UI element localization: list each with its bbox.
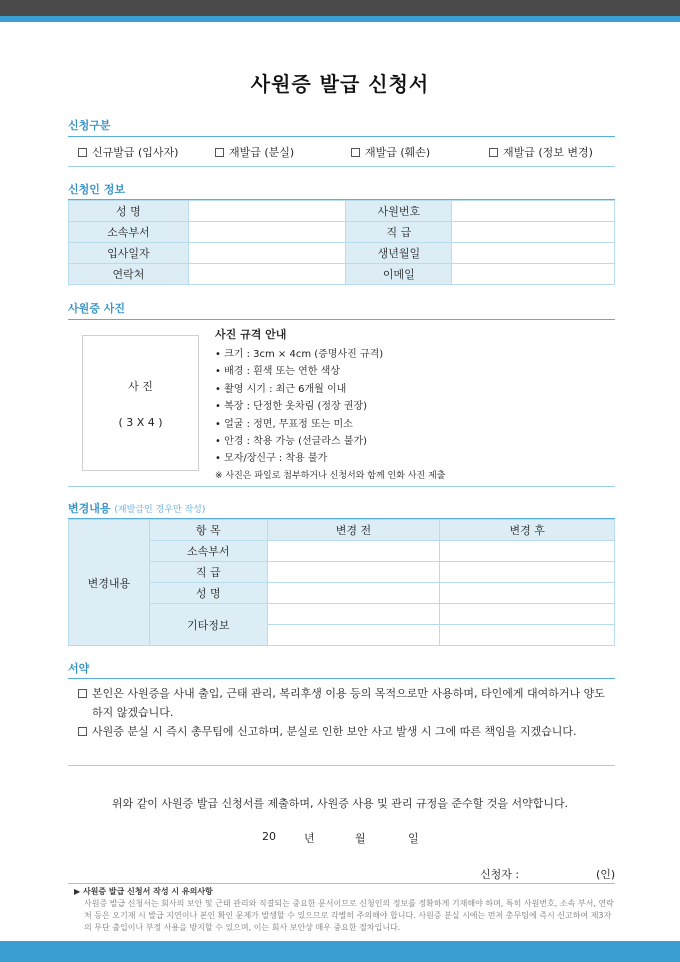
declaration-text: 위와 같이 사원증 발급 신청서를 제출하며, 사원증 사용 및 관리 규정을 준수할 것을 서약합니다. [111,797,569,810]
list-item: • 복장 : 단정한 옷차림 (정장 권장) [215,401,368,413]
option-label: 재발급 (정보 변경) [503,146,593,159]
applicant-info-table [68,200,615,285]
pledge-text: 본인은 사원증을 사내 출입, 근태 관리, 복리후생 이용 등의 목적으로만 사용하며, 타인에게 대여하거나 양도하지 않겠습니다. [92,687,605,719]
option-label: 신규발급 (입사자) [92,146,179,159]
option-reissue-damaged[interactable] [351,144,430,160]
label-email: 이메일 [346,264,452,285]
list-item: • 크기 : 3cm × 4cm (증명사진 규격) [215,349,384,360]
option-label: 재발급 (분실) [229,146,295,159]
department-after-field[interactable] [440,541,615,562]
rank-before-field[interactable] [267,562,440,583]
table-row [69,222,615,243]
notes-divider [68,883,615,884]
changes-group-label: 변경내용 [69,520,150,646]
name-after-field[interactable] [440,583,615,604]
section-subtitle: (재발급인 경우만 작성) [114,505,206,515]
name-before-field[interactable] [267,583,440,604]
section-title-applicant-info: 신청인 정보 [68,183,125,196]
table-row [69,604,615,625]
pledge-item-usage[interactable] [78,684,610,722]
section-title-application-type: 신청구분 [68,119,111,132]
photo-guide-note: ※ 사진은 파일로 첨부하거나 신청서와 함께 인화 사진 제출 [215,470,446,481]
rank-after-field[interactable] [440,562,615,583]
photo-label: 사 진 [128,380,153,393]
section-divider [68,166,615,167]
checkbox[interactable] [78,727,87,736]
name-field[interactable] [188,201,346,222]
department-field[interactable] [188,222,346,243]
rank-field[interactable] [452,222,615,243]
table-row [69,243,615,264]
item-name: 성 명 [149,583,267,604]
list-item: • 모자/장신구 : 착용 불가 [215,453,328,465]
column-header-before: 변경 전 [267,520,440,541]
label-phone: 연락처 [69,264,189,285]
page-title: 사원증 발급 신청서 [250,72,430,96]
header-accent-band [0,16,680,22]
section-divider [68,319,615,320]
other-before-field-2[interactable] [267,625,440,646]
section-divider [68,136,615,137]
birth-date-field[interactable] [452,243,615,264]
section-title-photo: 사원증 사진 [68,302,125,315]
label-rank: 직 급 [346,222,452,243]
table-row [69,583,615,604]
phone-field[interactable] [188,264,346,285]
section-divider [68,765,615,766]
label-department: 소속부서 [69,222,189,243]
hire-date-field[interactable] [188,243,346,264]
pledge-item-loss[interactable] [78,722,610,741]
checkbox[interactable] [489,148,498,157]
column-header-after: 변경 후 [440,520,615,541]
other-after-field-1[interactable] [440,604,615,625]
photo-placeholder[interactable] [82,335,199,471]
option-new-issue[interactable] [78,144,178,160]
list-item: • 안경 : 착용 가능 (선글라스 불가) [215,435,368,447]
notes-title: ▶ 사원증 발급 신청서 작성 시 유의사항 [74,887,213,896]
item-other: 기타정보 [149,604,267,646]
column-header-item: 항 목 [149,520,267,541]
table-row [69,562,615,583]
employee-number-field[interactable] [452,201,615,222]
checkbox[interactable] [78,689,87,698]
list-item: • 배경 : 흰색 또는 연한 색상 [215,366,340,378]
date-year-label: 년 [304,832,315,845]
date-year-prefix: 20 [262,830,276,843]
table-row [69,520,615,541]
label-birth-date: 생년월일 [346,243,452,264]
photo-size: ( 3 X 4 ) [118,416,163,429]
checkbox[interactable] [78,148,87,157]
table-row [69,201,615,222]
checkbox[interactable] [351,148,360,157]
section-title-changes [68,500,615,516]
department-before-field[interactable] [267,541,440,562]
date-month-label: 월 [355,832,366,845]
section-title-text: 변경내용 [68,502,111,515]
changes-table [68,519,615,646]
footer-band [0,941,680,962]
header-band [0,0,680,16]
photo-guide-title: 사진 규격 안내 [215,328,287,341]
checkbox[interactable] [215,148,224,157]
item-department: 소속부서 [149,541,267,562]
other-after-field-2[interactable] [440,625,615,646]
label-employee-number: 사원번호 [346,201,452,222]
section-title-pledge: 서약 [68,662,90,675]
section-divider [68,678,615,679]
notes-body: 사원증 발급 신청서는 회사의 보안 및 근태 관리와 직결되는 중요한 문서이므로 신청인의 정보를 정확하게 기재해야 하며, 특히 사원번호, 소속 부서, 연락처 등은 오기재 시 발급 지연이나 본인 확인 문제가 발생할 수 있으므로 각별히 주의해야 합니다. 사원증 분실 시에는 먼저 총무팀에 즉시 신고하여 제3자의 무단 출입이나 부정 사용을 방지할 수 있으며, 이는 회사 보안상 매우 중요한 절차입니다. [84,899,614,932]
item-rank: 직 급 [149,562,267,583]
pledge-text: 사원증 분실 시 즉시 총무팀에 신고하며, 분실로 인한 보안 사고 발생 시 그에 따른 책임을 지겠습니다. [92,725,577,738]
signer-label: 신청자 : [480,868,520,881]
email-field[interactable] [452,264,615,285]
list-item: • 촬영 시기 : 최근 6개월 이내 [215,383,347,395]
signer-seal: (인) [596,868,616,881]
option-label: 재발급 (훼손) [365,146,431,159]
label-name: 성 명 [69,201,189,222]
date-day-label: 일 [408,832,419,845]
list-item: • 얼굴 : 정면, 무표정 또는 미소 [215,418,353,430]
table-row [69,264,615,285]
section-divider [68,486,615,487]
table-row [69,541,615,562]
other-before-field-1[interactable] [267,604,440,625]
option-reissue-info-change[interactable] [489,144,593,160]
photo-guide [215,326,615,485]
label-hire-date: 입사일자 [69,243,189,264]
option-reissue-lost[interactable] [215,144,294,160]
